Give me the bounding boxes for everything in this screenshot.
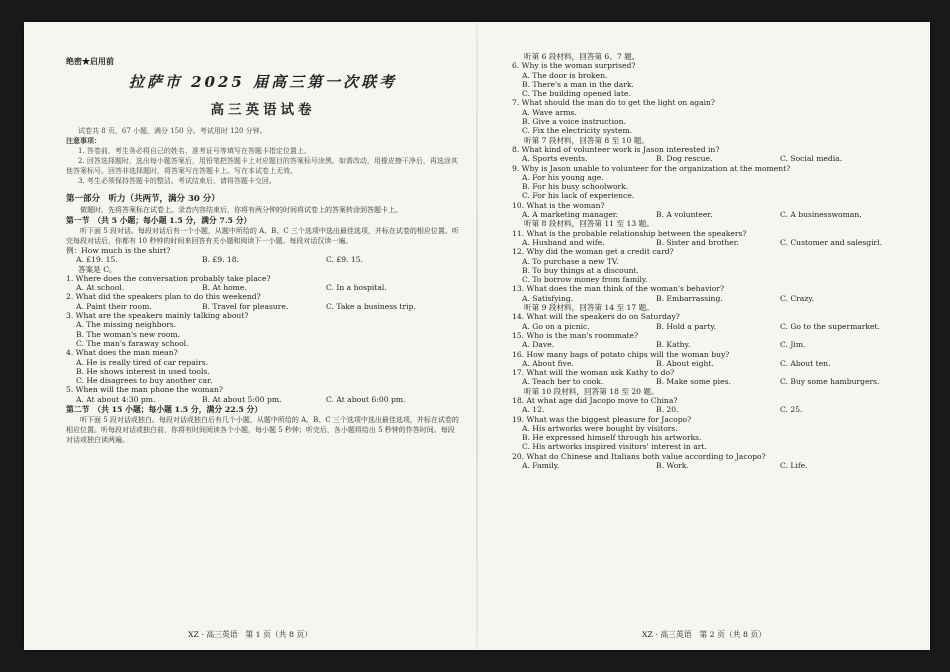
- option-c: C. Fix the electricity system.: [522, 126, 633, 136]
- option-b: B. Dog rescue.: [656, 154, 713, 164]
- option-c: C. A businesswoman.: [780, 210, 862, 220]
- option-a: A. 12.: [522, 405, 545, 415]
- option-a: A. Satisfying.: [522, 293, 574, 303]
- question-2: 2. What did the speakers plan to do this weekend?: [66, 292, 261, 302]
- option-c: C. In a hospital.: [326, 283, 387, 293]
- option-a: A. At about 4:30 pm.: [76, 394, 156, 404]
- section2-description: 听下面 5 段对话或独白。每段对话或独白后有几个小题，从题中所给的 A、B、C 三个选项中选出最佳选项，并标在试卷的相应位置。听每段对话或独白前，你将有时间阅读各个小题，每小题 5 秒钟；听完后，各小题将给出 5 秒钟的作答时间。每段对话或独白读两遍。: [66, 416, 459, 445]
- exam-page-2: [478, 22, 930, 650]
- option-b: B. A volunteer.: [656, 210, 713, 220]
- question-9: 9. Why is Jason unable to volunteer for the organization at the moment?: [512, 163, 791, 173]
- option-c: C. About ten.: [780, 358, 831, 368]
- section2-heading: 第二节 （共 15 小题；每小题 1.5 分，满分 22.5 分）: [66, 405, 263, 415]
- option-c: C. Crazy.: [780, 293, 815, 303]
- note-item: 1. 答卷前，考生务必将自己的姓名、准考证号等填写在答题卡指定位置上。: [78, 147, 311, 155]
- option-a: A. Family.: [522, 461, 560, 471]
- question-4: 4. What does the man mean?: [66, 348, 178, 358]
- question-18-options: [512, 405, 916, 414]
- option-b: B. Kathy.: [656, 340, 691, 350]
- option-c: C. £9. 15.: [326, 255, 363, 265]
- listening-instruction: 听第 8 段材料，回答第 11 至 13 题。: [524, 219, 654, 229]
- question-3: 3. What are the speakers mainly talking about?: [66, 311, 249, 321]
- part1-description: 做题时，先将答案标在试卷上。录音内容结束后，你将有两分钟的时间将试卷上的答案转涂到答题卡上。: [80, 206, 402, 214]
- exam-title: 拉萨市 2025 届高三第一次联考: [128, 73, 398, 91]
- option-b: B. Embarrassing.: [656, 293, 723, 303]
- question-5-options: [66, 395, 460, 404]
- option-b: B. Travel for pleasure.: [202, 301, 289, 311]
- listening-instruction: 听第 6 段材料，回答第 6、7 题。: [524, 52, 640, 61]
- question-11: 11. What is the probable relationship between the speakers?: [512, 228, 747, 238]
- example-answer: 答案是 C。: [78, 264, 117, 274]
- option-a: A. Wave arms.: [522, 107, 577, 117]
- option-b: B. He expressed himself through his artworks.: [522, 433, 702, 443]
- question-16: 16. How many bags of potato chips will the woman buy?: [512, 349, 730, 359]
- question-16-options: [512, 359, 916, 368]
- note-item: 2. 回答选择题时，选出每小题答案后，用铅笔把答题卡上对应题目的答案标号涂黑。如需改动，用橡皮擦干净后，再选涂其他答案标号。回答非选择题时，将答案写在答题卡上。写在本试卷上无效。: [66, 157, 458, 175]
- question-6: 6. Why is the woman surprised?: [512, 61, 636, 71]
- option-a: A. He is really tired of car repairs.: [76, 357, 209, 367]
- option-a: A. The door is broken.: [522, 70, 608, 80]
- confidential-label: 绝密★启用前: [66, 56, 114, 66]
- part1-heading: 第一部分 听力（共两节，满分 30 分）: [66, 194, 220, 204]
- section1-description: 听下面 5 段对话。每段对话后有一个小题，从题中所给的 A、B、C 三个选项中选出最佳选项，并标在试卷的相应位置。听完每段对话后，你都有 10 秒钟的时间来回答有关小题和阅读下一小题。每段对话仅读一遍。: [66, 227, 459, 245]
- option-b: B. He shows interest in used tools.: [76, 366, 210, 376]
- listening-instruction: 听第 9 段材料，回答第 14 至 17 题。: [524, 303, 654, 313]
- listening-instruction: 听第 10 段材料，回答第 18 至 20 题。: [524, 386, 659, 396]
- option-b: B. Hold a party.: [656, 321, 717, 331]
- option-b: B. At about 5:00 pm.: [202, 394, 282, 404]
- option-a: A. About five.: [522, 358, 574, 368]
- option-b: B. The woman's new room.: [76, 329, 181, 339]
- option-b: B. To buy things at a discount.: [522, 265, 639, 275]
- question-20: 20. What do Chinese and Italians both value according to Jacopo?: [512, 451, 766, 461]
- question-11-options: [512, 238, 916, 247]
- option-b: B. At home.: [202, 283, 247, 293]
- notes-heading: 注意事项：: [66, 136, 101, 145]
- option-a: A. For his young age.: [522, 172, 604, 182]
- option-a: A. To purchase a new TV.: [522, 256, 619, 266]
- question-5: 5. When will the man phone the woman?: [66, 385, 223, 395]
- option-c: C. Customer and salesgirl.: [780, 237, 883, 247]
- question-18: 18. At what age did Jacopo move to China?: [512, 395, 678, 405]
- question-15: 15. Who is the man's roommate?: [512, 330, 639, 340]
- option-a: A. At school.: [76, 283, 125, 293]
- option-b: B. Sister and brother.: [656, 237, 739, 247]
- question-14: 14. What will the speakers do on Saturday?: [512, 312, 680, 322]
- question-12: 12. Why did the woman get a credit card?: [512, 247, 674, 257]
- option-a: A. £19. 15.: [76, 255, 118, 265]
- option-a: A. Go on a picnic.: [522, 321, 590, 331]
- question-19: 19. What was the biggest pleasure for Jacopo?: [512, 414, 692, 424]
- option-c: C. His artworks inspired visitors' interest in art.: [522, 442, 707, 452]
- exam-page-1: [24, 22, 476, 650]
- option-b: B. Give a voice instruction.: [522, 117, 626, 127]
- question-14-options: [512, 322, 916, 331]
- question-10-options: [512, 210, 916, 219]
- question-13-options: [512, 294, 916, 303]
- option-c: C. Social media.: [780, 154, 843, 164]
- option-a: A. Teach her to cook.: [522, 377, 604, 387]
- option-c: C. 25.: [780, 405, 803, 415]
- question-1: 1. Where does the conversation probably take place?: [66, 273, 271, 283]
- question-8: 8. What kind of volunteer work is Jason interested in?: [512, 144, 720, 154]
- exam-intro: 试卷共 8 页，67 小题，满分 150 分。考试用时 120 分钟。: [78, 127, 267, 135]
- option-a: A. Paint their room.: [76, 301, 152, 311]
- option-b: B. For his busy schoolwork.: [522, 182, 629, 192]
- option-c: C. Go to the supermarket.: [780, 321, 880, 331]
- option-c: C. Buy some hamburgers.: [780, 377, 880, 387]
- option-b: B. Work.: [656, 461, 689, 471]
- option-c: C. Jim.: [780, 340, 806, 350]
- scanned-exam-sheet: [24, 22, 930, 650]
- option-a: A. A marketing manager.: [522, 210, 619, 220]
- question-2-options: [66, 302, 460, 311]
- option-a: A. The missing neighbors.: [76, 320, 177, 330]
- question-20-options: [512, 461, 916, 470]
- note-item: 3. 考生必须保持答题卡的整洁。考试结束后，请将答题卡交回。: [78, 177, 276, 185]
- option-c: C. At about 6:00 pm.: [326, 394, 406, 404]
- option-b: B. 20.: [656, 405, 679, 415]
- example-options: [66, 255, 460, 264]
- question-17: 17. What will the woman ask Kathy to do?: [512, 368, 675, 378]
- page-footer: XZ · 高三英语 第 2 页（共 8 页）: [641, 630, 766, 639]
- example-question: 例：How much is the shirt?: [66, 246, 171, 255]
- option-c: C. Take a business trip.: [326, 301, 416, 311]
- option-c: C. For his lack of experience.: [522, 191, 635, 201]
- question-10: 10. What is the woman?: [512, 200, 605, 210]
- option-a: A. Husband and wife.: [522, 237, 605, 247]
- question-15-options: [512, 340, 916, 349]
- option-b: B. There's a man in the dark.: [522, 79, 634, 89]
- page-footer: XZ · 高三英语 第 1 页（共 8 页）: [187, 630, 312, 639]
- option-c: C. He disagrees to buy another car.: [76, 376, 213, 386]
- option-a: A. His artworks were bought by visitors.: [522, 423, 678, 433]
- option-b: B. About eight.: [656, 358, 714, 368]
- option-b: B. £9. 18.: [202, 255, 239, 265]
- option-c: C. Life.: [780, 461, 808, 471]
- exam-notes: [66, 126, 460, 186]
- option-c: C. The building opened late.: [522, 89, 631, 99]
- question-8-options: [512, 154, 916, 163]
- question-7: 7. What should the man do to get the light on again?: [512, 98, 715, 108]
- option-c: C. The man's faraway school.: [76, 338, 189, 348]
- question-1-options: [66, 283, 460, 292]
- listening-instruction: 听第 7 段材料，回答第 8 至 10 题。: [524, 135, 649, 145]
- exam-subtitle: 高三英语试卷: [210, 102, 316, 118]
- question-13: 13. What does the man think of the woman's behavior?: [512, 284, 725, 294]
- option-b: B. Make some pies.: [656, 377, 731, 387]
- section1-heading: 第一节 （共 5 小题；每小题 1.5 分，满分 7.5 分）: [66, 216, 252, 225]
- option-c: C. To borrow money from family.: [522, 275, 648, 285]
- option-a: A. Dave.: [522, 340, 555, 350]
- option-a: A. Sports events.: [522, 154, 588, 164]
- question-17-options: [512, 377, 916, 386]
